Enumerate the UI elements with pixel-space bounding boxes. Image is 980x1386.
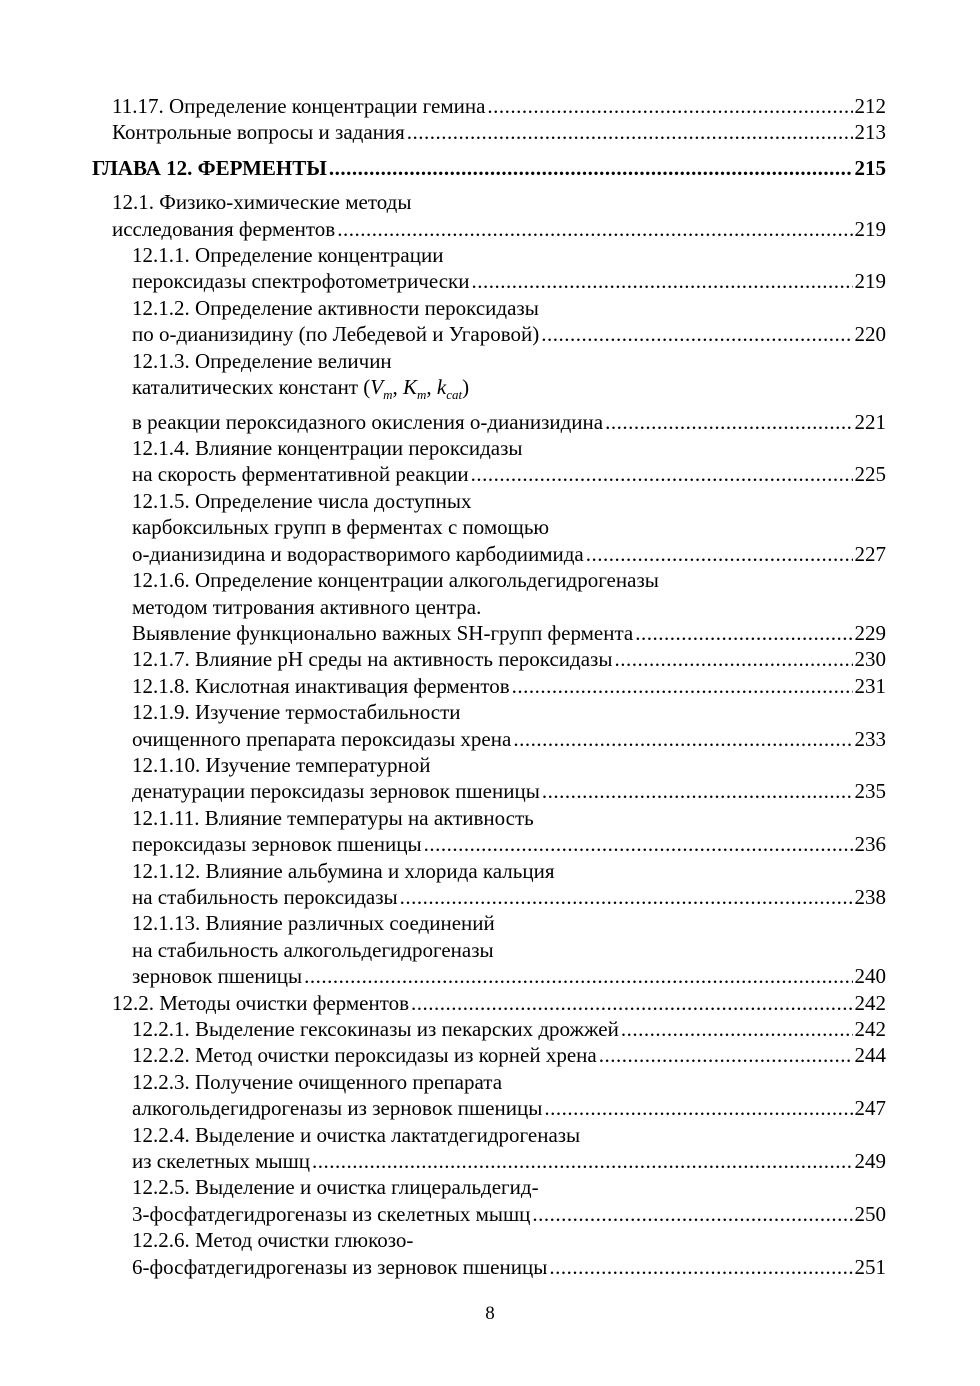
toc-entry: [92, 752, 886, 805]
toc-entry: [92, 673, 886, 699]
toc-entry-title-line: 12.2.3. Получение очищенного препарата: [132, 1069, 503, 1094]
toc-entry: [92, 699, 886, 752]
dot-leader: [407, 119, 853, 145]
dot-leader: [542, 778, 853, 804]
toc-page-number: 212: [854, 94, 886, 118]
toc-entry-title-line: на стабильность алкогольдегидрогеназы: [132, 937, 494, 962]
toc-page-number: 227: [854, 541, 886, 566]
toc-entry: [92, 295, 886, 348]
toc-entry-title-line: 12.1.5. Определение числа доступных: [132, 488, 472, 513]
toc-entry-title-line: 12.1.3. Определение величин: [132, 348, 392, 373]
toc-chapter-entry: [92, 155, 886, 181]
toc-page-number: 233: [854, 726, 886, 751]
toc-page-number: 251: [854, 1254, 886, 1279]
toc-entry: [92, 435, 886, 488]
dot-leader: [605, 409, 852, 435]
toc-page-number: 219: [854, 216, 886, 241]
toc-entry-title-line: 12.2.6. Метод очистки глюкозо-: [132, 1228, 414, 1253]
toc-entry-title: Контрольные вопросы и задания: [112, 120, 405, 145]
toc-entry-title-line: 12.1.4. Влияние концентрации пероксидазы: [132, 436, 523, 461]
toc-entry-title: исследования ферментов: [112, 216, 336, 241]
toc-page-number: 235: [854, 779, 886, 804]
toc-entry-formula-line: каталитических констант ($V_m$, $K_m$, $k_{cat}$): [132, 375, 470, 403]
toc-entry-title: из скелетных мышц: [132, 1149, 310, 1174]
dot-leader: [337, 216, 852, 242]
toc-page-number: 215: [854, 155, 886, 180]
dot-leader: [599, 1042, 853, 1068]
toc-page-number: 242: [854, 990, 886, 1015]
formula-variable: $V_m$: [370, 375, 393, 403]
toc-entry: [92, 990, 886, 1016]
toc-page-number: 230: [854, 647, 886, 672]
toc-entry-title: алкогольдегидрогеназы из зерновок пшеницы: [132, 1096, 543, 1121]
toc-page-number: 242: [854, 1017, 886, 1041]
toc-entry-title: пероксидазы зерновок пшеницы: [132, 832, 422, 857]
toc-entry-title: очищенного препарата пероксидазы хрена: [132, 726, 512, 751]
toc-entry-title: по о-дианизидину (по Лебедевой и Угаровой): [132, 322, 540, 347]
toc-entry: [92, 1174, 886, 1227]
toc-page-number: 213: [854, 120, 886, 145]
dot-leader: [586, 541, 853, 567]
toc-entry: [92, 1069, 886, 1122]
toc-entry: [92, 488, 886, 567]
toc-entry: [92, 242, 886, 295]
toc-entry: [92, 1042, 886, 1068]
toc-entry-title: 12.1.8. Кислотная инактивация ферментов: [132, 673, 510, 698]
dot-leader: [400, 884, 853, 910]
dot-leader: [471, 268, 852, 294]
dot-leader: [621, 1016, 853, 1042]
toc-entry-title-line: 12.1.9. Изучение термостабильности: [132, 700, 461, 725]
toc-entry: [92, 858, 886, 911]
page-number: 8: [485, 1303, 495, 1324]
toc-page-number: 220: [854, 322, 886, 347]
toc-entry-title: на стабильность пероксидазы: [132, 884, 398, 909]
toc-entry-title: о-дианизидина и водорастворимого карбодиимида: [132, 541, 584, 566]
dot-leader: [513, 726, 852, 752]
toc-page-number: 221: [854, 409, 886, 434]
toc-entry-title-line: 12.1.10. Изучение температурной: [132, 752, 431, 777]
toc-entry-title: денатурации пероксидазы зерновок пшеницы: [132, 779, 540, 804]
toc-entry-title-line: 12.1.1. Определение концентрации: [132, 243, 444, 268]
toc-entry-title: 12.2. Методы очистки ферментов: [112, 990, 410, 1015]
toc-entry-title-line: 12.1.12. Влияние альбумина и хлорида кальция: [132, 858, 555, 883]
dot-leader: [471, 461, 853, 487]
toc-entry: [92, 1122, 886, 1175]
dot-leader: [487, 93, 852, 119]
toc-entry-title: 12.1.7. Влияние pH среды на активность пероксидазы: [132, 647, 613, 672]
toc-entry-title: Выявление функционально важных SH-групп фермента: [132, 620, 634, 645]
dot-leader: [541, 321, 852, 347]
toc-entry-title: 12.2.1. Выделение гексокиназы из пекарских дрожжей: [132, 1017, 619, 1041]
dot-leader: [614, 646, 852, 672]
toc-entry-title: в реакции пероксидазного окисления о-дианизидина: [132, 409, 604, 434]
toc-page-number: 225: [854, 462, 886, 487]
formula-variable: $k_{cat}$: [436, 375, 463, 403]
toc-page-number: 240: [854, 964, 886, 989]
toc-entry: [92, 348, 886, 435]
toc-entry-title: 11.17. Определение концентрации гемина: [112, 94, 486, 118]
toc-entry-title-line: 12.1.6. Определение концентрации алкогольдегидрогеназы: [132, 568, 659, 593]
toc-entry-title-line: 12.2.5. Выделение и очистка глицеральдегид-: [132, 1175, 539, 1200]
toc-entry-title-line: 12.1.11. Влияние температуры на активность: [132, 805, 534, 830]
toc-page-number: 244: [854, 1043, 886, 1068]
dot-leader: [329, 155, 853, 181]
dot-leader: [532, 1201, 852, 1227]
toc-entry-title-line: методом титрования активного центра.: [132, 594, 482, 619]
toc-entry: [92, 805, 886, 858]
dot-leader: [635, 620, 852, 646]
dot-leader: [512, 673, 853, 699]
toc-entry-title: зерновок пшеницы: [132, 964, 303, 989]
toc-entry-title: пероксидазы спектрофотометрически: [132, 269, 470, 294]
table-of-contents: [92, 93, 886, 1280]
toc-entry-title: на скорость ферментативной реакции: [132, 462, 469, 487]
toc-page-number: 236: [854, 832, 886, 857]
toc-page-number: 238: [854, 884, 886, 909]
dot-leader: [304, 963, 852, 989]
dot-leader: [411, 990, 852, 1016]
toc-entry-title: 6-фосфатдегидрогеназы из зерновок пшеницы: [132, 1254, 548, 1279]
toc-entry-title: ГЛАВА 12. ФЕРМЕНТЫ: [92, 155, 327, 180]
toc-page-number: 250: [854, 1201, 886, 1226]
toc-entry: [92, 910, 886, 989]
dot-leader: [312, 1148, 853, 1174]
toc-entry-title-line: 12.1.13. Влияние различных соединений: [132, 911, 495, 936]
formula-variable: $K_m$: [402, 375, 427, 403]
toc-page-number: 219: [854, 269, 886, 294]
toc-page-number: 249: [854, 1149, 886, 1174]
toc-entry: [92, 189, 886, 242]
toc-page-number: 231: [854, 673, 886, 698]
toc-entry-title: 12.2.2. Метод очистки пероксидазы из корней хрена: [132, 1043, 597, 1068]
toc-page-number: 247: [854, 1096, 886, 1121]
toc-entry-title-line: карбоксильных групп в ферментах с помощью: [132, 515, 550, 540]
dot-leader: [544, 1095, 852, 1121]
toc-entry: [92, 1227, 886, 1280]
toc-entry-title-line: 12.1.2. Определение активности пероксидазы: [132, 295, 539, 320]
toc-entry: [92, 93, 886, 119]
toc-entry: [92, 1016, 886, 1042]
toc-entry: [92, 567, 886, 646]
toc-entry: [92, 119, 886, 145]
toc-entry: [92, 646, 886, 672]
toc-entry-title: 3-фосфатдегидрогеназы из скелетных мышц: [132, 1201, 531, 1226]
toc-page-number: 229: [854, 620, 886, 645]
toc-entry-title-line: 12.2.4. Выделение и очистка лактатдегидрогеназы: [132, 1122, 581, 1147]
dot-leader: [424, 831, 853, 857]
dot-leader: [549, 1254, 852, 1280]
toc-entry-title-line: 12.1. Физико-химические методы: [112, 190, 412, 215]
